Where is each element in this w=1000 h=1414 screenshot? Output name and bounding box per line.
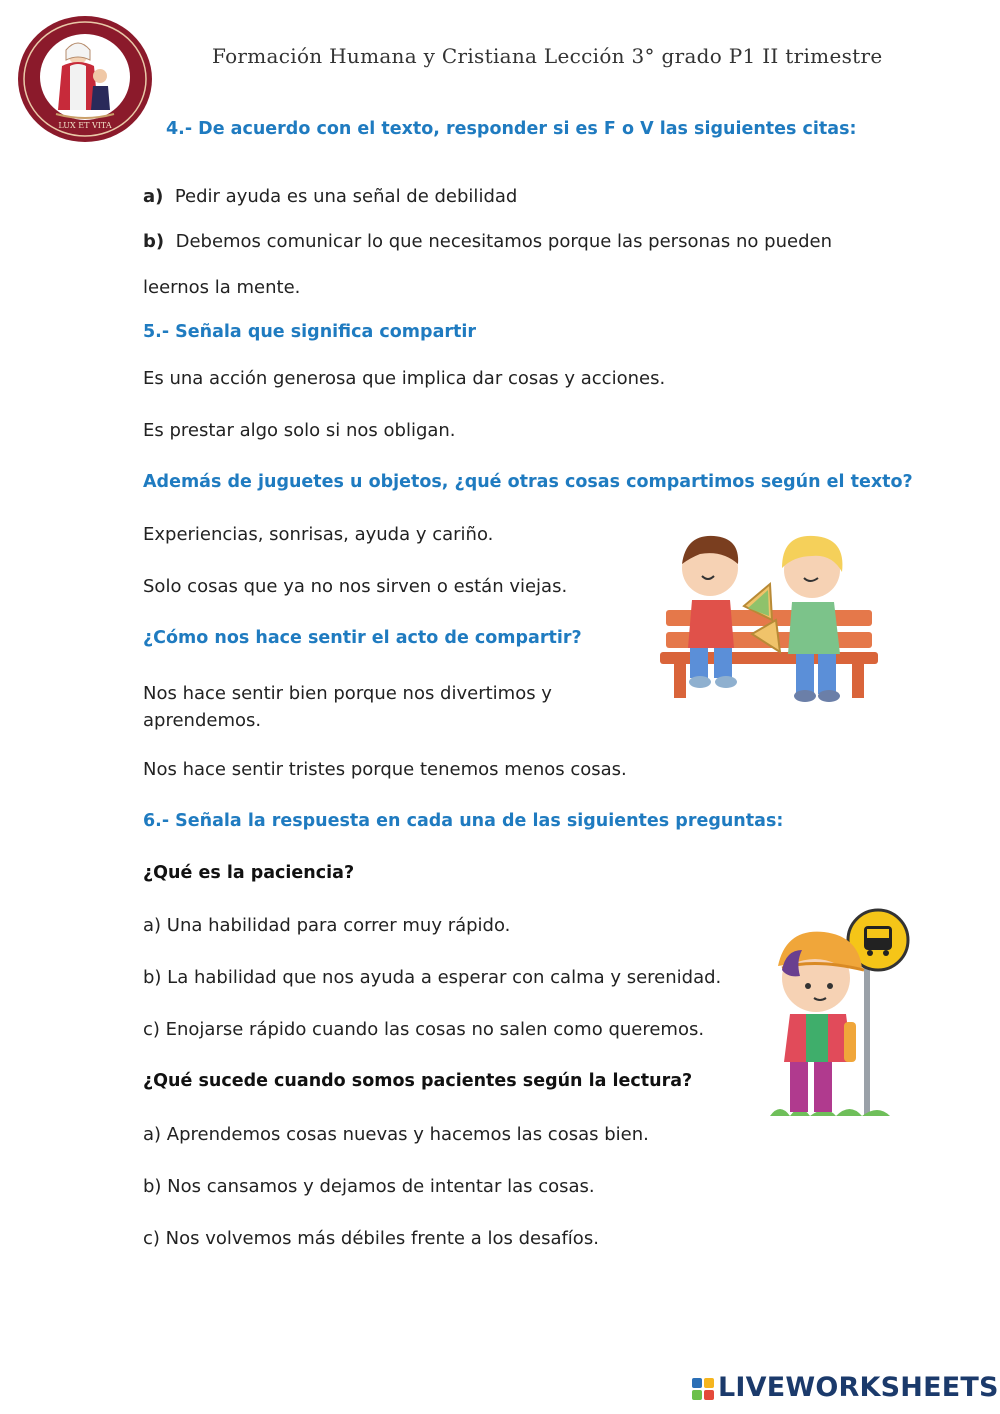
option-patience-b[interactable]: b) La habilidad que nos ayuda a esperar con calma y serenidad.	[143, 967, 722, 988]
option-being-patient-a[interactable]: a) Aprendemos cosas nuevas y hacemos las cosas bien.	[143, 1124, 649, 1145]
kids-sharing-illustration	[652, 524, 884, 704]
statement-b[interactable]	[143, 231, 832, 252]
statement-a[interactable]	[143, 186, 517, 207]
page-header-title: Formación Humana y Cristiana Lección 3° grado P1 II trimestre	[212, 44, 883, 68]
option-being-patient-c[interactable]: c) Nos volvemos más débiles frente a los desafíos.	[143, 1228, 599, 1249]
section-4-title: 4.- De acuerdo con el texto, responder si es F o V las siguientes citas:	[166, 119, 857, 139]
statement-a-label: a)	[143, 186, 164, 207]
statement-b-label: b)	[143, 231, 165, 252]
liveworksheets-logo-icon	[692, 1378, 714, 1400]
option-feeling-2[interactable]: Nos hace sentir tristes porque tenemos menos cosas.	[143, 759, 627, 780]
statement-b-text: Debemos comunicar lo que necesitamos porque las personas no pueden	[175, 231, 832, 252]
section-6-title: 6.- Señala la respuesta en cada una de las siguientes preguntas:	[143, 811, 784, 831]
boy-bus-stop-illustration	[766, 906, 922, 1120]
liveworksheets-brand[interactable]	[692, 1372, 999, 1406]
statement-b-continuation: leernos la mente.	[143, 277, 301, 298]
liveworksheets-wordmark: LIVEWORKSHEETS	[718, 1372, 999, 1403]
logo-motto: LUX ET VITA	[58, 121, 112, 130]
option-what-we-share-1[interactable]: Experiencias, sonrisas, ayuda y cariño.	[143, 524, 494, 545]
option-feeling-1[interactable]: Nos hace sentir bien porque nos divertimos y aprendemos.	[143, 683, 552, 731]
question-how-sharing-feels: ¿Cómo nos hace sentir el acto de compartir?	[143, 628, 582, 648]
option-being-patient-b[interactable]: b) Nos cansamos y dejamos de intentar las cosas.	[143, 1176, 595, 1197]
question-being-patient: ¿Qué sucede cuando somos pacientes según la lectura?	[143, 1071, 693, 1091]
statement-a-text: Pedir ayuda es una señal de debilidad	[174, 186, 518, 207]
option-share-2[interactable]: Es prestar algo solo si nos obligan.	[143, 420, 456, 441]
section-5-title: 5.- Señala que significa compartir	[143, 322, 477, 342]
option-share-1[interactable]: Es una acción generosa que implica dar cosas y acciones.	[143, 368, 666, 389]
option-what-we-share-2[interactable]: Solo cosas que ya no nos sirven o están viejas.	[143, 576, 568, 597]
option-patience-c[interactable]: c) Enojarse rápido cuando las cosas no salen como queremos.	[143, 1019, 705, 1040]
question-what-we-share: Además de juguetes u objetos, ¿qué otras cosas compartimos según el texto?	[143, 472, 913, 492]
question-patience: ¿Qué es la paciencia?	[143, 863, 355, 883]
school-logo	[16, 14, 154, 144]
option-patience-a[interactable]: a) Una habilidad para correr muy rápido.	[143, 915, 511, 936]
